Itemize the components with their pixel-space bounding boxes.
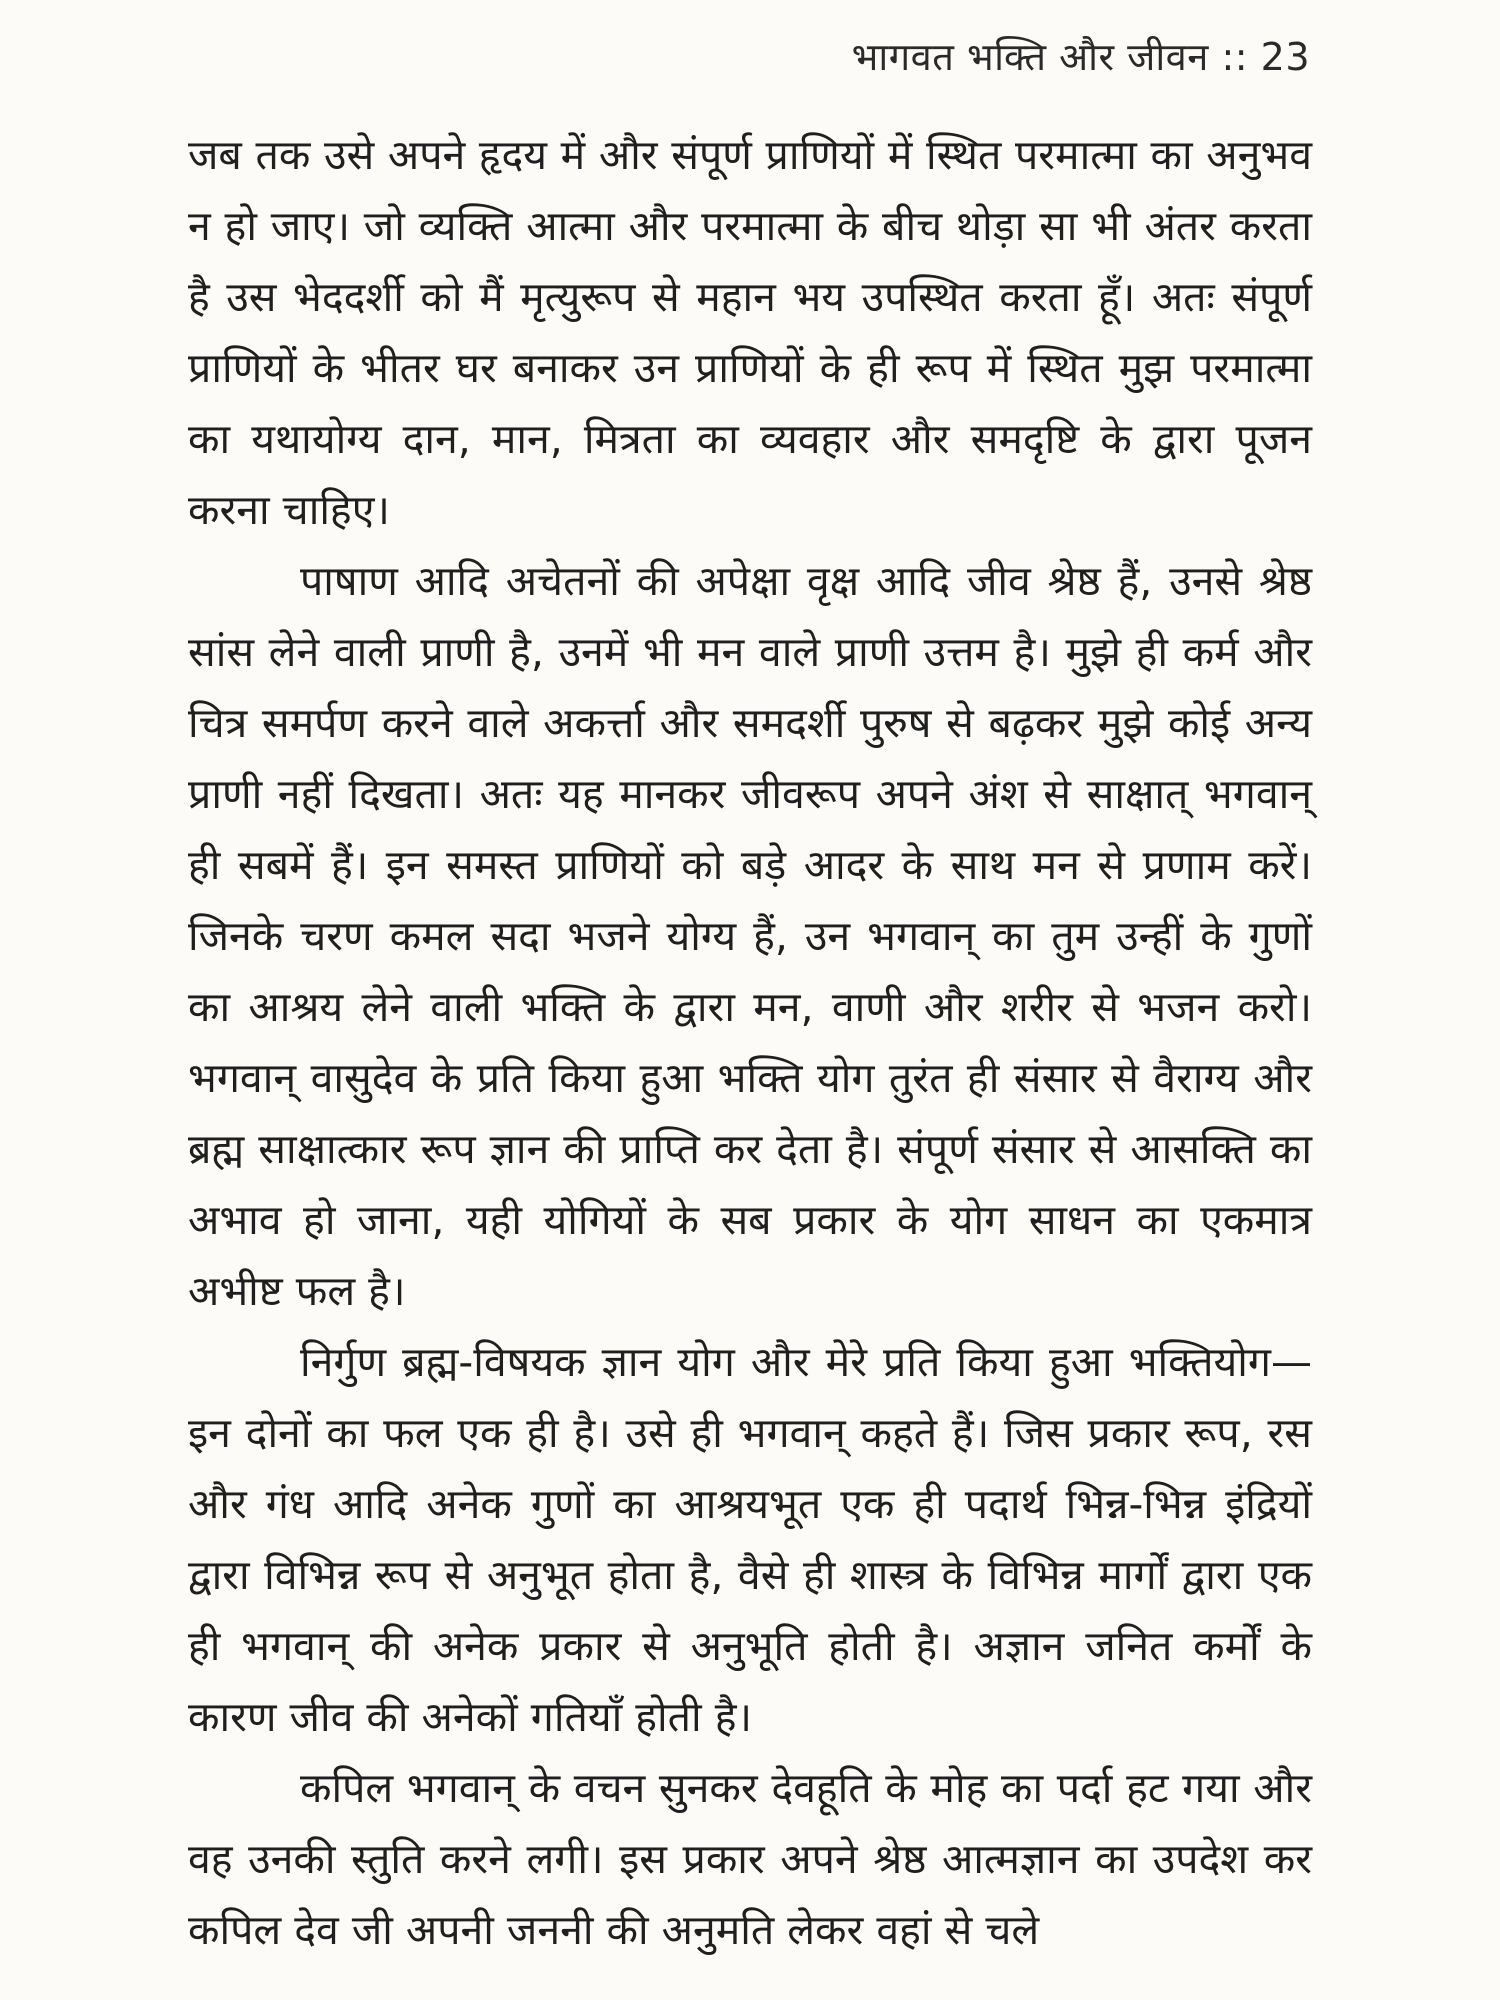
page-body (188, 120, 1312, 1966)
paragraph-1: जब तक उसे अपने हृदय में और संपूर्ण प्राणियों में स्थित परमात्मा का अनुभव न हो जाए। जो व्यक्ति आत्मा और परमात्मा के बीच थोड़ा सा भी अंतर करता है उस भेददर्शी को मैं मृत्युरूप से महान भय उपस्थित करता हूँ। अतः संपूर्ण प्राणियों के भीतर घर बनाकर उन प्राणियों के ही रूप में स्थित मुझ परमात्मा का यथायोग्य दान, मान, मित्रता का व्यवहार और समदृष्टि के द्वारा पूजन करना चाहिए। (188, 131, 1312, 534)
running-header: भागवत भक्ति और जीवन :: 23 (851, 35, 1310, 79)
paragraph-2: पाषाण आदि अचेतनों की अपेक्षा वृक्ष आदि जीव श्रेष्ठ हैं, उनसे श्रेष्ठ सांस लेने वाली प्राणी है, उनमें भी मन वाले प्राणी उत्तम है। मुझे ही कर्म और चित्र समर्पण करने वाले अकर्त्ता और समदर्शी पुरुष से बढ़कर मुझे कोई अन्य प्राणी नहीं दिखता। अतः यह मानकर जीवरूप अपने अंश से साक्षात् भगवान् ही सबमें हैं। इन समस्त प्राणियों को बड़े आदर के साथ मन से प्रणाम करें। जिनके चरण कमल सदा भजने योग्य हैं, उन भगवान् का तुम उन्हीं के गुणों का आश्रय लेने वाली भक्ति के द्वारा मन, वाणी और शरीर से भजन करो। भगवान् वासुदेव के प्रति किया हुआ भक्ति योग तुरंत ही संसार से वैराग्य और ब्रह्म साक्षात्कार रूप ज्ञान की प्राप्ति कर देता है। संपूर्ण संसार से आसक्ति का अभाव हो जाना, यही योगियों के सब प्रकार के योग साधन का एकमात्र अभीष्ट फल है। (188, 557, 1312, 1315)
paragraph-4: कपिल भगवान् के वचन सुनकर देवहूति के मोह का पर्दा हट गया और वह उनकी स्तुति करने लगी। इस प्रकार अपने श्रेष्ठ आत्मज्ञान का उपदेश कर कपिल देव जी अपनी जननी की अनुमति लेकर वहां से चले (188, 1764, 1312, 1954)
paragraph-3: निर्गुण ब्रह्म-विषयक ज्ञान योग और मेरे प्रति किया हुआ भक्तियोग—इन दोनों का फल एक ही है। उसे ही भगवान् कहते हैं। जिस प्रकार रूप, रस और गंध आदि अनेक गुणों का आश्रयभूत एक ही पदार्थ भिन्न-भिन्न इंद्रियों द्वारा विभिन्न रूप से अनुभूत होता है, वैसे ही शास्त्र के विभिन्न मार्गों द्वारा एक ही भगवान् की अनेक प्रकार से अनुभूति होती है। अज्ञान जनित कर्मों के कारण जीव की अनेकों गतियाँ होती है। (188, 1338, 1312, 1741)
